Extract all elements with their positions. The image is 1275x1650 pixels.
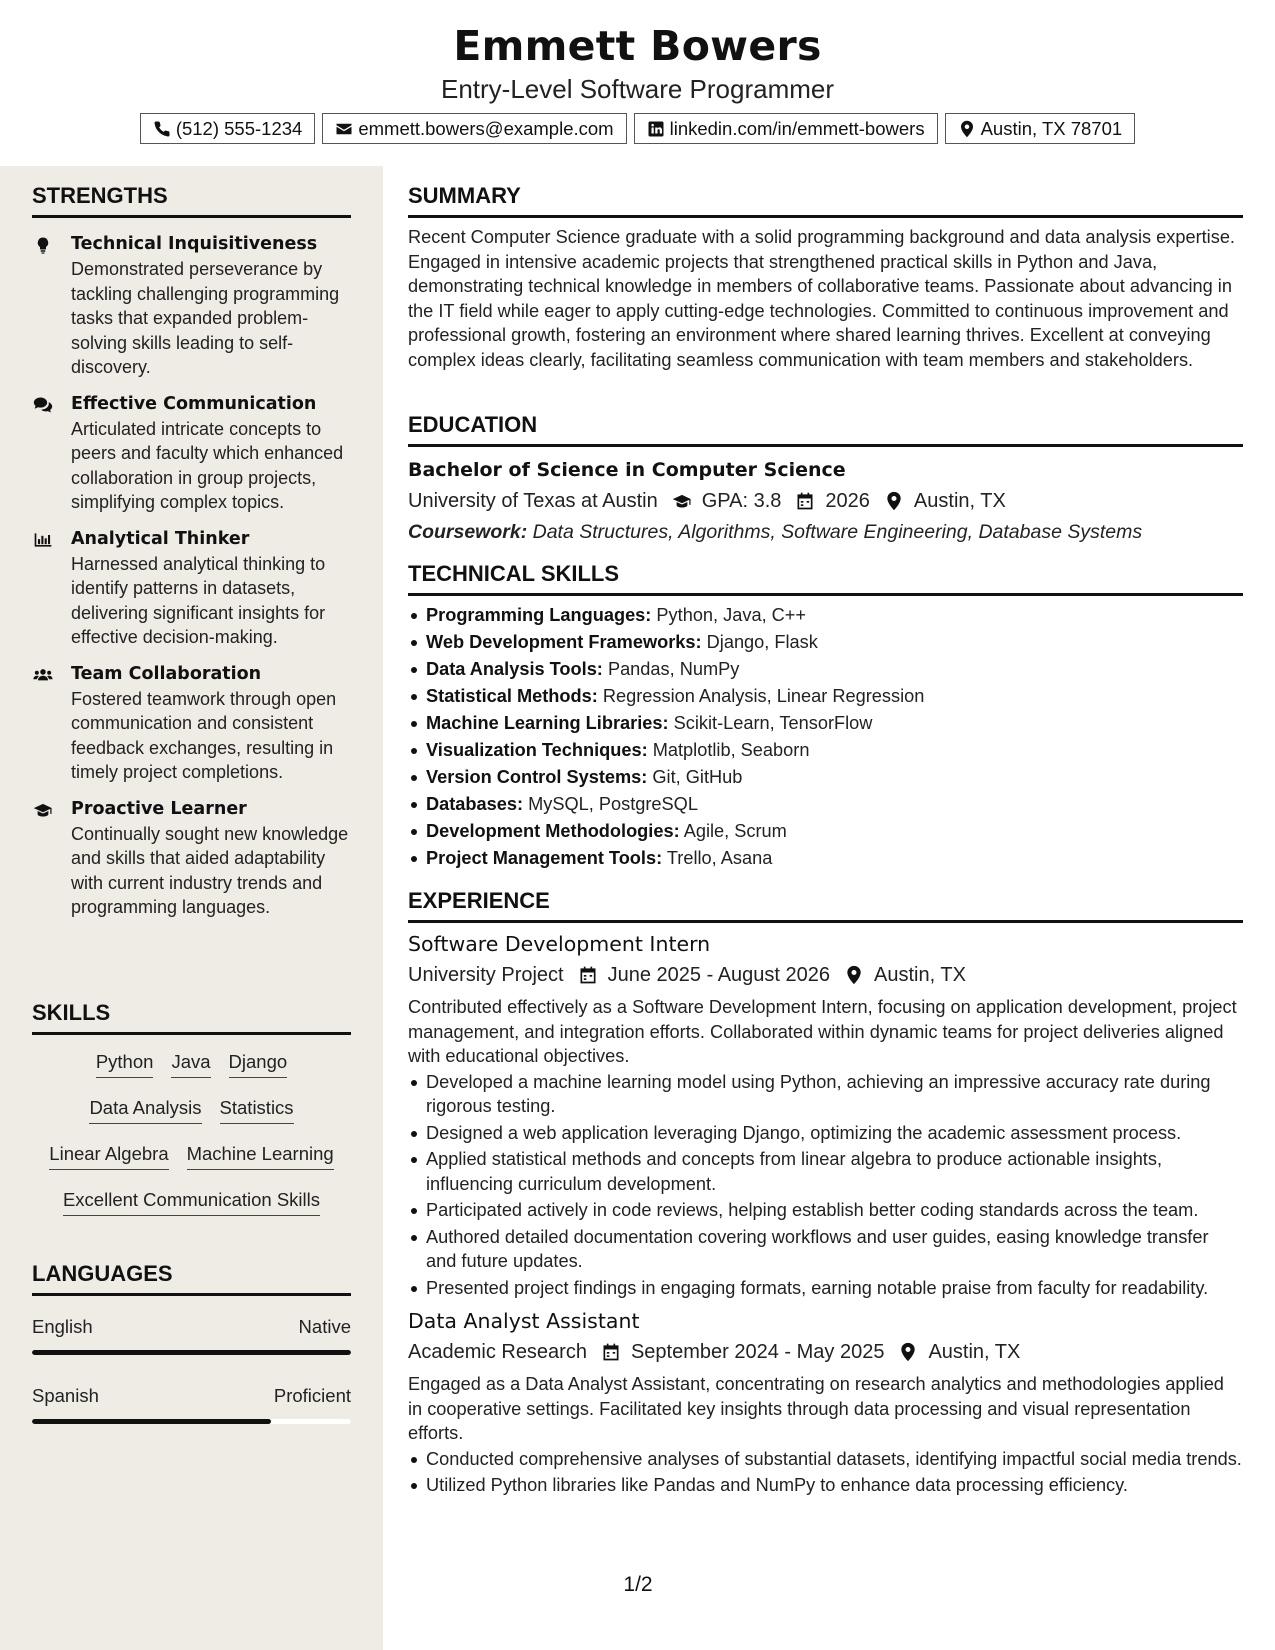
skill-label: Machine Learning Libraries:: [426, 713, 669, 733]
job-org: University Project: [408, 964, 564, 986]
job-dates: June 2025 - August 2026: [607, 964, 831, 986]
list-item: [408, 629, 1243, 656]
strength-item: [32, 797, 351, 920]
map-pin-icon: [844, 965, 864, 985]
coursework-list: Data Structures, Algorithms, Software Engineering, Database Systems: [532, 521, 1143, 543]
list-item: [408, 737, 1243, 764]
skill-label: Statistical Methods:: [426, 686, 598, 706]
list-item: [408, 710, 1243, 737]
linkedin-icon: [647, 120, 665, 138]
list-item: Designed a web application leveraging Django, optimizing the academic assessment process.: [408, 1121, 1243, 1146]
strength-title: Analytical Thinker: [71, 528, 250, 549]
comments-icon: [32, 395, 54, 415]
summary-section: [408, 183, 1243, 372]
list-item: [408, 791, 1243, 818]
linkedin-text: linkedin.com/in/emmett-bowers: [669, 117, 925, 139]
list-item: [408, 845, 1243, 872]
strength-title: Technical Inquisitiveness: [71, 234, 318, 254]
strength-title: Proactive Learner: [71, 798, 247, 819]
coursework-label: Coursework:: [408, 521, 528, 543]
skill-chip: Java: [171, 1047, 210, 1078]
job-bullets: [408, 1447, 1243, 1498]
skill-label: Databases:: [426, 794, 524, 814]
graduation-cap-icon: [32, 800, 54, 820]
strength-item: [32, 527, 351, 650]
job-org: Academic Research: [408, 1341, 587, 1363]
experience-section: [408, 888, 1243, 1500]
skill-value: MySQL, PostgreSQL: [528, 794, 698, 814]
skill-label: Project Management Tools:: [426, 848, 663, 868]
candidate-role: Entry-Level Software Programmer: [440, 74, 835, 104]
technical-skills-title: TECHNICAL SKILLS: [408, 561, 1243, 596]
contact-phone[interactable]: [140, 113, 316, 144]
contact-bar: [0, 113, 1275, 144]
map-pin-icon: [884, 491, 904, 511]
job-description: Contributed effectively as a Software Development Intern, focusing on application development, project management, and integration efforts. Collaborated within dynamic teams for project deliveries aligned with educational objectives.: [408, 997, 1237, 1066]
graduation-year: 2026: [825, 490, 870, 512]
skill-value: Python, Java, C++: [656, 605, 807, 625]
contact-linkedin[interactable]: [634, 113, 938, 144]
strength-item: [32, 662, 351, 785]
list-item: Developed a machine learning model using Python, achieving an impressive accuracy rate during rigorous testing.: [408, 1070, 1243, 1119]
skill-chip: Linear Algebra: [49, 1139, 168, 1170]
skill-value: Regression Analysis, Linear Regression: [602, 686, 925, 706]
skill-value: Scikit-Learn, TensorFlow: [673, 713, 873, 733]
skill-label: Visualization Techniques:: [426, 740, 648, 760]
strength-desc: Articulated intricate concepts to peers and faculty which enhanced collaboration in group projects, simplifying complex topics.: [71, 418, 344, 512]
job-dates: September 2024 - May 2025: [630, 1341, 885, 1363]
strength-desc: Continually sought new knowledge and skills that aided adaptability with current industry trends and programming languages.: [71, 823, 349, 917]
language-item: [32, 1316, 351, 1355]
skill-label: Version Control Systems:: [426, 767, 648, 787]
language-level: Native: [298, 1316, 351, 1337]
job-entry: [408, 930, 1243, 1300]
technical-skills-list: [408, 602, 1243, 872]
gpa-value: GPA: 3.8: [701, 490, 782, 512]
candidate-name: Emmett Bowers: [453, 22, 822, 70]
job-location: Austin, TX: [874, 964, 966, 986]
list-item: Participated actively in code reviews, helping establish better coding standards across the team.: [408, 1198, 1243, 1223]
skill-chip: Machine Learning: [187, 1139, 334, 1170]
languages-section: [32, 1261, 351, 1424]
graduation-cap-icon: [672, 491, 692, 511]
list-item: Authored detailed documentation covering workflows and user guides, easing knowledge transfer and future updates.: [408, 1225, 1243, 1274]
envelope-icon: [335, 120, 353, 138]
skill-chip: Excellent Communication Skills: [63, 1185, 320, 1216]
language-progress-bar: [32, 1350, 351, 1355]
skill-value: Django, Flask: [706, 632, 818, 652]
list-item: Applied statistical methods and concepts from linear algebra to produce actionable insights, influencing curriculum development.: [408, 1147, 1243, 1196]
skill-value: Git, GitHub: [652, 767, 743, 787]
summary-text: Recent Computer Science graduate with a solid programming background and data analysis expertise. Engaged in intensive academic projects that strengthened practical skills in Python and Java, demonstrating technical knowledge in members of collaborative teams. Passionate about advancing in the IT field while eager to apply cutting-edge technologies. Committed to continuous improvement and professional growth, fostering an environment where shared learning thrives. Excellent at conveying complex ideas clearly, facilitating seamless communication with team members and stakeholders.: [408, 227, 1235, 370]
language-level: Proficient: [273, 1385, 351, 1406]
skill-chips: [32, 1047, 351, 1231]
skills-section: [32, 1000, 351, 1231]
skill-label: Data Analysis Tools:: [426, 659, 603, 679]
map-pin-icon: [958, 120, 976, 138]
skill-label: Programming Languages:: [426, 605, 652, 625]
strength-desc: Demonstrated perseverance by tackling challenging programming tasks that expanded problem-solving skills leading to self-discovery.: [71, 259, 340, 377]
list-item: Utilized Python libraries like Pandas and NumPy to enhance data processing efficiency.: [408, 1473, 1243, 1498]
users-icon: [32, 665, 54, 685]
sidebar: [0, 166, 383, 1650]
school-location: Austin, TX: [913, 490, 1006, 512]
language-name: Spanish: [32, 1385, 99, 1406]
list-item: [408, 656, 1243, 683]
skill-label: Web Development Frameworks:: [426, 632, 702, 652]
calendar-icon: [795, 491, 815, 511]
list-item: [408, 683, 1243, 710]
job-title: Software Development Intern: [408, 932, 711, 956]
calendar-icon: [601, 1342, 621, 1362]
skill-value: Trello, Asana: [666, 848, 773, 868]
education-section: [408, 412, 1243, 546]
resume-header: [0, 0, 1275, 166]
skill-label: Development Methodologies:: [426, 821, 680, 841]
job-description: Engaged as a Data Analyst Assistant, concentrating on research analytics and methodologies applied in cooperative settings. Facilitated key insights through data processing and visual representation efforts.: [408, 1374, 1224, 1443]
list-item: [408, 602, 1243, 629]
strength-desc: Harnessed analytical thinking to identify patterns in datasets, delivering significant insights for effective decision-making.: [71, 553, 326, 647]
skill-value: Pandas, NumPy: [607, 659, 740, 679]
summary-title: SUMMARY: [408, 183, 1243, 218]
map-pin-icon: [898, 1342, 918, 1362]
location-text: Austin, TX 78701: [980, 117, 1123, 139]
coursework: [408, 518, 1243, 546]
education-meta: [408, 487, 1243, 515]
language-item: [32, 1385, 351, 1424]
job-bullets: [408, 1070, 1243, 1301]
languages-title: LANGUAGES: [32, 1261, 351, 1296]
skill-chip: Data Analysis: [89, 1093, 201, 1124]
education-title: EDUCATION: [408, 412, 1243, 447]
skill-chip: Django: [229, 1047, 288, 1078]
phone-text: (512) 555-1234: [175, 117, 303, 139]
bar-chart-icon: [32, 530, 54, 550]
language-progress-fill: [32, 1350, 351, 1355]
email-text: emmett.bowers@example.com: [358, 117, 614, 139]
strength-title: Effective Communication: [71, 393, 317, 414]
skill-chip: Python: [96, 1047, 154, 1078]
strengths-section: [32, 183, 351, 920]
skill-value: Matplotlib, Seaborn: [652, 740, 810, 760]
strength-item: [32, 392, 351, 515]
experience-title: EXPERIENCE: [408, 888, 1243, 923]
page-number: 1/2: [623, 1573, 653, 1596]
job-title: Data Analyst Assistant: [408, 1309, 640, 1333]
list-item: [408, 764, 1243, 791]
strength-desc: Fostered teamwork through open communication and consistent feedback exchanges, resulting in timely project completions.: [71, 688, 337, 782]
language-progress-fill: [32, 1419, 271, 1424]
language-progress-bar: [32, 1419, 351, 1424]
strengths-title: STRENGTHS: [32, 183, 351, 218]
technical-skills-section: [408, 561, 1243, 872]
list-item: [408, 818, 1243, 845]
degree-title: Bachelor of Science in Computer Science: [408, 459, 846, 481]
list-item: Presented project findings in engaging formats, earning notable praise from faculty for readability.: [408, 1276, 1243, 1301]
skill-value: Agile, Scrum: [683, 821, 787, 841]
language-name: English: [32, 1316, 93, 1337]
job-location: Austin, TX: [928, 1341, 1021, 1363]
list-item: Conducted comprehensive analyses of substantial datasets, identifying impactful social media trends.: [408, 1447, 1243, 1472]
skill-chip: Statistics: [220, 1093, 294, 1124]
strength-item: [32, 232, 351, 380]
contact-email[interactable]: [322, 113, 626, 144]
strength-title: Team Collaboration: [71, 663, 262, 684]
job-meta: [408, 961, 1243, 989]
main-content: [383, 166, 1275, 1650]
job-meta: [408, 1338, 1243, 1366]
job-entry: [408, 1307, 1243, 1498]
calendar-icon: [578, 965, 598, 985]
school-name: University of Texas at Austin: [408, 490, 658, 512]
phone-icon: [153, 120, 171, 138]
contact-location[interactable]: [945, 113, 1136, 144]
lightbulb-icon: [32, 235, 54, 255]
skills-title: SKILLS: [32, 1000, 351, 1035]
